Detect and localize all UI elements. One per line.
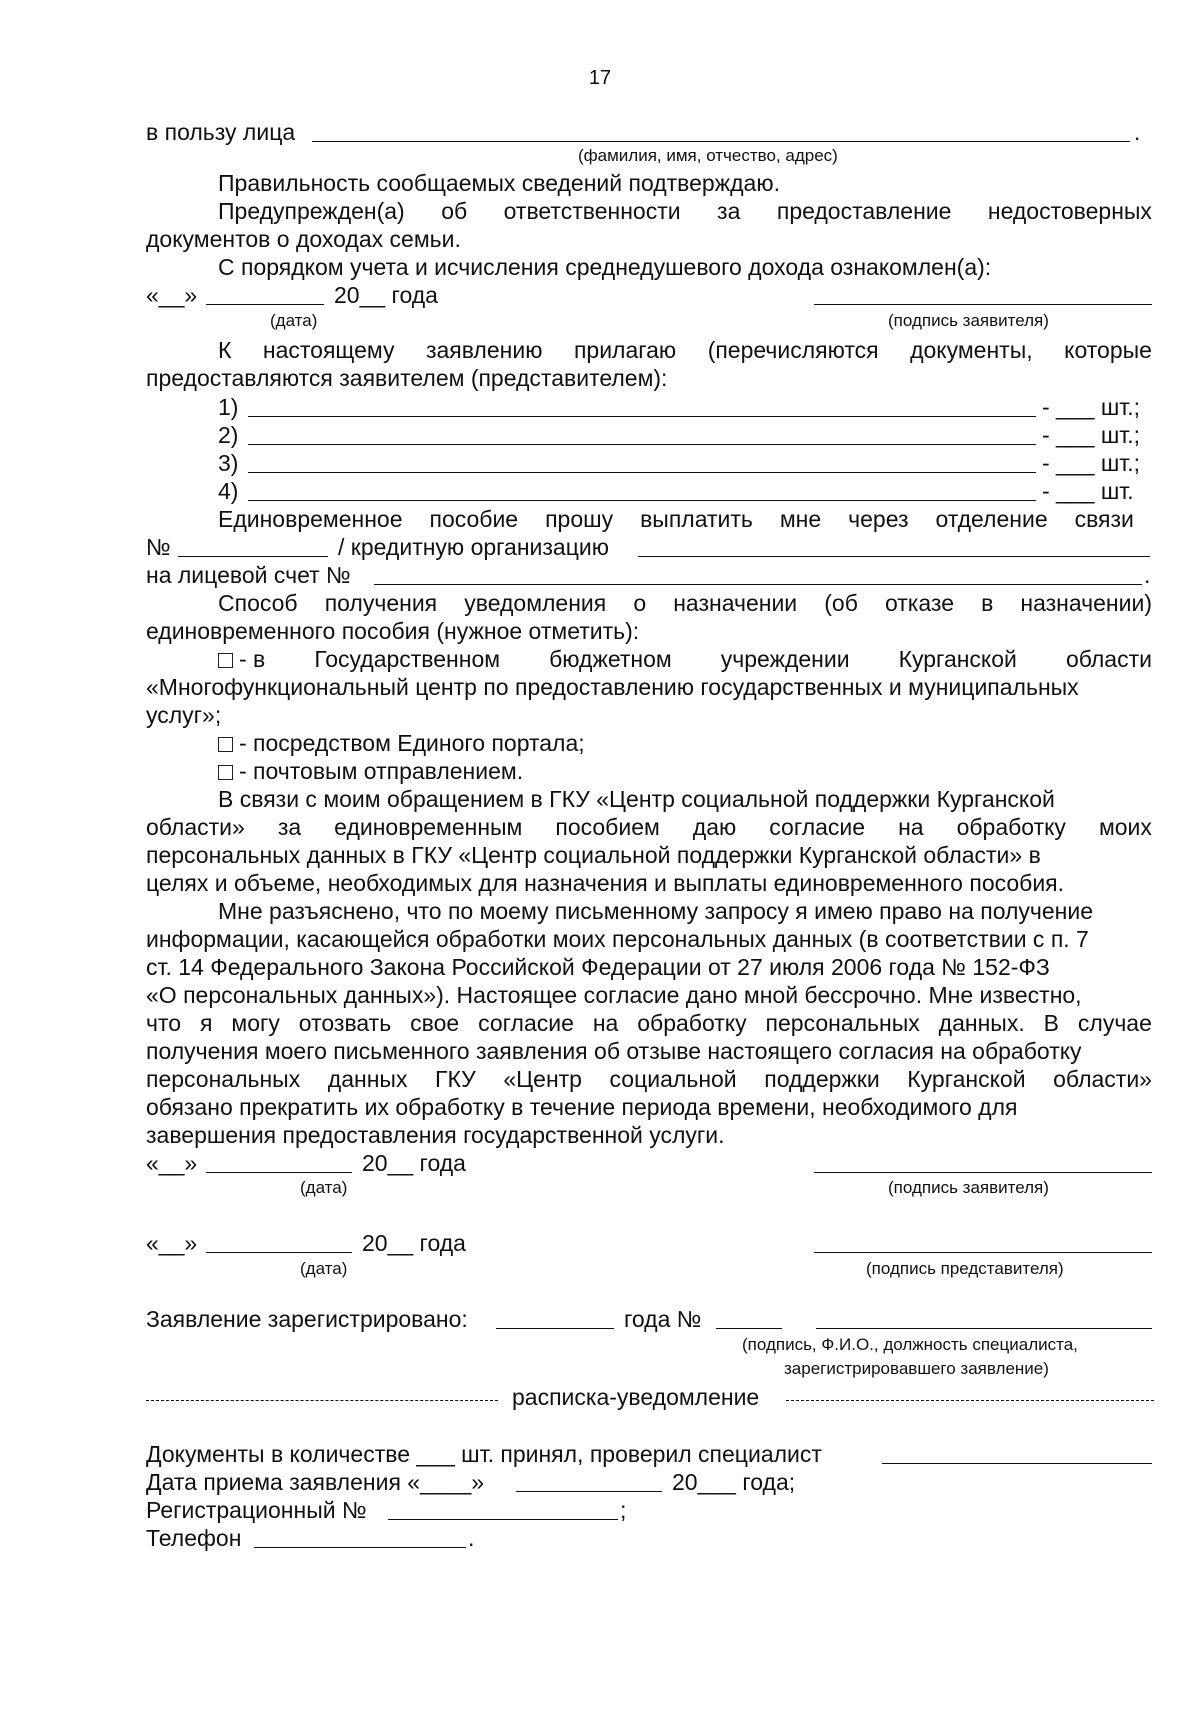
notify-word: назначении [673,590,798,616]
payment-word: через [848,506,909,532]
page-number: 17 [588,67,612,89]
rights-word: поддержки [764,1066,880,1092]
rights-line-8: обязано прекратить их обработку в течение периода времени, необходимого для [146,1094,1018,1120]
attach-item-num: 1) [218,394,239,420]
notify-word: в [981,590,994,616]
rights-word: что [146,1010,182,1036]
notify-word: бюджетном [549,646,672,672]
notify-word: уведомления [464,590,607,616]
rights-word: персональных [146,1066,301,1092]
attach-line-1 [218,336,1152,364]
notify-word: назначении) [1020,590,1152,616]
receipt-specialist-line[interactable] [882,1463,1152,1464]
signature-line-2[interactable] [814,1172,1152,1173]
beneficiary-caption: (фамилия, имя, отчество, адрес) [578,146,838,165]
notify-line-2: единовременного пособия (нужное отметить): [146,618,640,644]
warning-word: за [717,198,741,224]
rights-line-2: информации, касающейся обработки моих персональных данных (в соответствии с п. 7 [146,926,1089,952]
consent-word: области» [146,814,245,840]
consent-word: обработку [956,814,1066,840]
rights-line-7 [146,1065,1152,1093]
rights-word: могу [231,1010,280,1036]
attach-item-num: 2) [218,422,239,448]
rights-line-4: «О персональных данных»). Настоящее согласие дано мной бессрочно. Мне известно, [146,982,1082,1008]
warning-word: об [441,198,468,224]
rights-word: согласие [478,1010,574,1036]
notify-option-mfc-line-2: «Многофункциональный центр по предоставлению государственных и муниципальных [146,674,1079,700]
consent-word: моих [1098,814,1152,840]
attach-item-line[interactable] [248,444,1036,445]
consent-word: пособием [555,814,660,840]
payment-word: мне [779,506,822,532]
checkbox-portal[interactable] [218,737,233,752]
rights-line-3: ст. 14 Федерального Закона Российской Федерации от 27 июля 2006 года № 152-ФЗ [146,954,1050,980]
rights-word: области» [1053,1066,1152,1092]
rights-word: данных. [938,1010,1025,1036]
post-office-number-label: № [146,534,171,560]
notify-word: (об [824,590,858,616]
date-line-2[interactable] [206,1172,352,1173]
notify-option-mfc-lead [218,645,265,673]
rights-word: случае [1077,1010,1152,1036]
rights-word: свое [410,1010,460,1036]
rights-word: на [592,1010,619,1036]
registered-signature-line[interactable] [816,1328,1152,1329]
notify-option-mfc-line-3: услуг»; [146,702,222,728]
notify-word: отказе [884,590,954,616]
rights-line-1: Мне разъяснено, что по моему письменному запросу я имею право на получение [218,898,1094,924]
date-quote-1: «__» [146,282,198,308]
date-caption-1: (дата) [270,311,318,330]
account-line[interactable] [374,584,1142,585]
date-year-3: 20__ года [362,1230,466,1256]
warning-line-2: документов о доходах семьи. [146,226,461,252]
registered-caption-1: (подпись, Ф.И.О., должность специалиста, [742,1335,1078,1354]
receipt-phone-end: . [468,1525,475,1551]
notify-word: о [633,590,647,616]
receipt-docs-label: Документы в количестве ___ шт. принял, проверил специалист [146,1441,822,1467]
notify-word: получения [324,590,438,616]
notify-word: Государственном [314,646,501,672]
notify-word: Курганской [898,646,1017,672]
notify-word: - в [239,646,266,672]
consent-word: за [277,814,302,840]
attach-line-2: предоставляются заявителем (представителем): [146,365,668,391]
procedure-text: С порядком учета и исчисления среднедушевого дохода ознакомлен(а): [218,254,992,280]
rights-word: я [199,1010,213,1036]
receipt-phone-line[interactable] [254,1547,466,1548]
notify-option-mail [218,757,523,785]
date-caption-2: (дата) [300,1178,348,1197]
registered-number-line[interactable] [716,1328,782,1329]
receipt-date-year: 20___ года; [672,1469,796,1495]
account-end: . [1144,562,1151,588]
rights-word: данных [327,1066,408,1092]
notify-option-mfc [218,645,1152,673]
consent-line-2 [146,813,1152,841]
attach-item-line[interactable] [248,472,1036,473]
confirm-text: Правильность сообщаемых сведений подтверждаю. [218,170,780,196]
rights-word: персональных [765,1010,920,1036]
payment-word: связи [1074,506,1134,532]
rights-word: ГКУ [435,1066,476,1092]
warning-word: предоставление [776,198,952,224]
signature-caption-2: (подпись заявителя) [888,1178,1049,1197]
rights-word: В [1043,1010,1059,1036]
checkbox-mail[interactable] [218,765,233,780]
warning-word: ответственности [503,198,681,224]
attach-word: К [218,337,232,363]
attach-item-line[interactable] [248,416,1036,417]
warning-line-1 [218,197,1152,225]
consent-word: даю [692,814,737,840]
rights-word: отозвать [298,1010,392,1036]
receipt-date-line[interactable] [516,1491,662,1492]
rights-word: социальной [609,1066,737,1092]
attach-word: заявлению [425,337,543,363]
notify-line-1 [218,589,1152,617]
checkbox-mfc[interactable] [218,653,233,668]
payment-word: Единовременное [218,506,403,532]
account-label: на лицевой счет № [146,562,351,588]
post-office-number-line[interactable] [178,556,328,557]
notify-option-portal-label: - посредством Единого портала; [239,730,585,756]
attach-item-count: - ___ шт.; [1042,450,1141,476]
date-year-2: 20__ года [362,1150,466,1176]
signature-caption-1: (подпись заявителя) [888,311,1049,330]
credit-org-line[interactable] [638,556,1150,557]
rights-line-5 [146,1009,1152,1037]
payment-line-1 [218,505,1134,533]
attach-word: настоящему [262,337,395,363]
attach-item-count: - ___ шт.; [1042,394,1141,420]
attach-item-count: - ___ шт. [1042,478,1134,504]
rights-word: обработку [637,1010,747,1036]
warning-word: недостоверных [987,198,1152,224]
receipt-reg-end: ; [620,1497,627,1523]
rights-line-6: получения моего письменного заявления об отзыве настоящего согласия на обработку [146,1038,1082,1064]
registered-label: Заявление зарегистрировано: [146,1306,468,1332]
beneficiary-end: . [1134,119,1141,145]
attach-item-count: - ___ шт.; [1042,422,1141,448]
beneficiary-label: в пользу лица [146,119,296,145]
payment-word: прошу [545,506,614,532]
consent-line-1: В связи с моим обращением в ГКУ «Центр социальной поддержки Курганской [218,786,1055,812]
receipt-date-label: Дата приема заявления «____» [146,1469,485,1495]
date-quote-2: «__» [146,1150,198,1176]
payment-word: выплатить [640,506,753,532]
date-line-3[interactable] [206,1252,352,1253]
consent-word: согласие [769,814,866,840]
attach-word: которые [1064,337,1152,363]
rights-word: «Центр [503,1066,582,1092]
signature-line-1[interactable] [814,304,1152,305]
notify-word: Способ [218,590,298,616]
consent-word: единовременным [334,814,523,840]
payment-word: отделение [935,506,1048,532]
attach-word: прилагаю [573,337,677,363]
attach-word: документы, [910,337,1033,363]
receipt-divider-left [146,1400,498,1401]
consent-line-3: персональных данных в ГКУ «Центр социальной поддержки Курганской области» в [146,842,1041,868]
beneficiary-line[interactable] [312,141,1130,142]
date-line-1[interactable] [206,304,324,305]
signature-caption-3: (подпись представителя) [866,1259,1064,1278]
signature-line-3[interactable] [814,1252,1152,1253]
notify-option-mail-label: - почтовым отправлением. [239,758,524,784]
registered-year-label: года № [624,1306,702,1332]
notify-option-portal [218,729,585,757]
attach-item-num: 3) [218,450,239,476]
attach-word: (перечисляются [707,337,879,363]
receipt-reg-line[interactable] [388,1519,618,1520]
registered-caption-2: зарегистрировавшего заявление) [784,1359,1049,1378]
notify-word: области [1065,646,1152,672]
payment-word: пособие [429,506,519,532]
registered-date-line[interactable] [496,1328,614,1329]
rights-line-9: завершения предоставления государственной услуги. [146,1122,725,1148]
credit-org-label: / кредитную организацию [338,534,609,560]
rights-word: Курганской [907,1066,1026,1092]
attach-item-num: 4) [218,478,239,504]
receipt-phone-label: Телефон [146,1525,242,1551]
date-caption-3: (дата) [300,1259,348,1278]
receipt-reg-label: Регистрационный № [146,1497,367,1523]
attach-item-line[interactable] [248,500,1036,501]
receipt-title: расписка-уведомление [512,1384,760,1410]
warning-word: Предупрежден(а) [218,198,405,224]
receipt-divider-right [786,1400,1154,1401]
date-year-1: 20__ года [334,282,438,308]
notify-word: учреждении [720,646,850,672]
consent-word: на [898,814,924,840]
date-quote-3: «__» [146,1230,198,1256]
consent-line-4: целях и объеме, необходимых для назначения и выплаты единовременного пособия. [146,870,1065,896]
